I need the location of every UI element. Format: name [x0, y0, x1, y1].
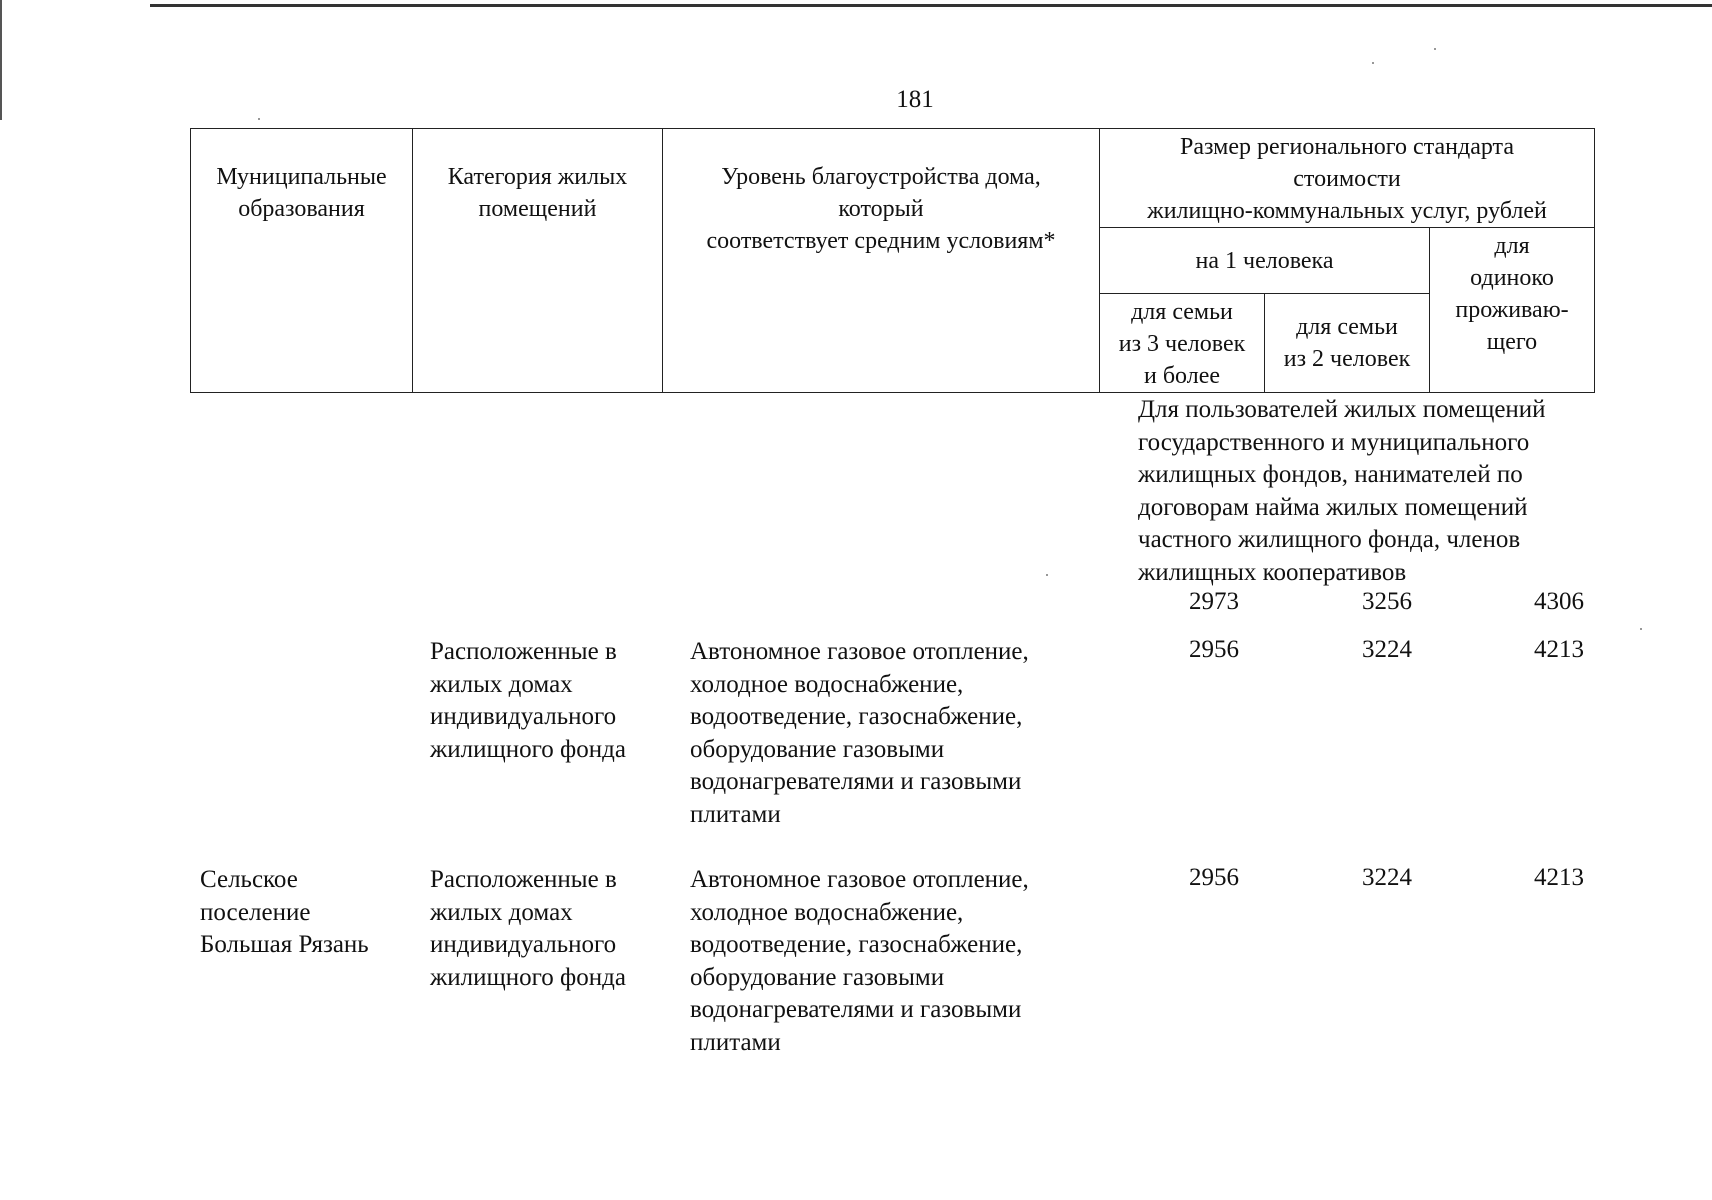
- value-single: 4306: [1534, 588, 1584, 615]
- category-line: Расположенные в: [430, 866, 617, 893]
- note-line: жилищных фондов, нанимателей по: [1138, 461, 1523, 489]
- header-municipalities: Муниципальные образования: [191, 129, 413, 393]
- level-line: водоотведение, газоснабжение,: [690, 931, 1023, 959]
- municipality-line: Большая Рязань: [200, 931, 369, 959]
- header-family2-line: для семьи: [1296, 314, 1398, 340]
- category-line: жилищного фонда: [430, 963, 626, 991]
- level-line: холодное водоснабжение,: [690, 670, 964, 698]
- category-line: жилищного фонда: [430, 735, 626, 763]
- level-line: холодное водоснабжение,: [690, 898, 964, 926]
- scan-edge-left: [0, 0, 2, 120]
- header-level: [663, 129, 1100, 393]
- value-family-2: 3256: [1362, 588, 1412, 615]
- header-category: Категория жилых помещений: [413, 129, 663, 393]
- category-cell: [430, 864, 626, 994]
- value-family-3: 2956: [1189, 864, 1239, 891]
- value-family-2: 3224: [1362, 636, 1412, 663]
- header-level-line: Уровень благоустройства дома,: [721, 164, 1041, 190]
- user-category-note: [1138, 394, 1658, 590]
- header-table: [190, 128, 1595, 393]
- header-standard-line: жилищно-коммунальных услуг, рублей: [1147, 198, 1547, 224]
- category-line: жилых домах: [430, 898, 573, 926]
- value-family-3: 2973: [1189, 588, 1239, 615]
- category-line: жилых домах: [430, 670, 573, 698]
- scan-speck: [1046, 574, 1048, 576]
- scan-edge-top: [150, 4, 1712, 7]
- note-line: жилищных кооперативов: [1138, 558, 1407, 586]
- note-line: договорам найма жилых помещений: [1138, 493, 1528, 521]
- note-line: Для пользователей жилых помещений: [1138, 396, 1546, 423]
- value-single: 4213: [1534, 636, 1584, 663]
- scan-speck: [258, 118, 260, 120]
- value-family-2: 3224: [1362, 864, 1412, 891]
- note-line: государственного и муниципального: [1138, 428, 1530, 456]
- scan-speck: [1372, 62, 1374, 64]
- header-single-line: для: [1494, 233, 1530, 259]
- category-line: индивидуального: [430, 703, 617, 731]
- header-standard: [1100, 129, 1595, 228]
- header-standard-line: стоимости: [1293, 166, 1401, 192]
- level-line: плитами: [690, 800, 781, 828]
- level-cell: [690, 864, 1029, 1060]
- scan-speck: [1434, 48, 1436, 50]
- municipality-cell: [200, 864, 369, 962]
- value-single: 4213: [1534, 864, 1584, 891]
- header-single-line: щего: [1486, 329, 1538, 355]
- header-family3-line: для семьи: [1131, 299, 1233, 325]
- header-single-resident: [1430, 228, 1595, 393]
- header-family3-line: и более: [1143, 363, 1221, 389]
- header-family-3: [1100, 294, 1265, 393]
- municipality-line: поселение: [200, 898, 311, 926]
- level-line: водонагревателями и газовыми: [690, 768, 1022, 796]
- header-family3-line: из 3 человек: [1118, 331, 1246, 357]
- header-family2-line: из 2 человек: [1283, 346, 1411, 372]
- header-level-line: который: [838, 196, 924, 222]
- category-cell: [430, 636, 626, 766]
- value-family-3: 2956: [1189, 636, 1239, 663]
- page-number: 181: [896, 86, 934, 113]
- level-line: оборудование газовыми: [690, 735, 945, 763]
- level-line: Автономное газовое отопление,: [690, 866, 1029, 893]
- header-per-person: на 1 человека: [1100, 228, 1430, 294]
- note-line: частного жилищного фонда, членов: [1138, 526, 1521, 554]
- level-line: оборудование газовыми: [690, 963, 945, 991]
- municipality-line: Сельское: [200, 866, 298, 893]
- header-standard-line: Размер регионального стандарта: [1180, 134, 1514, 160]
- header-family-2: [1265, 294, 1430, 393]
- header-level-line: соответствует средним условиям*: [706, 228, 1056, 254]
- level-line: водонагревателями и газовыми: [690, 996, 1022, 1024]
- header-single-line: проживаю-: [1455, 297, 1569, 323]
- level-line: Автономное газовое отопление,: [690, 638, 1029, 665]
- scan-speck: [1640, 628, 1642, 630]
- category-line: индивидуального: [430, 931, 617, 959]
- level-line: водоотведение, газоснабжение,: [690, 703, 1023, 731]
- category-line: Расположенные в: [430, 638, 617, 665]
- header-single-line: одиноко: [1470, 265, 1554, 291]
- level-line: плитами: [690, 1028, 781, 1056]
- level-cell: [690, 636, 1029, 832]
